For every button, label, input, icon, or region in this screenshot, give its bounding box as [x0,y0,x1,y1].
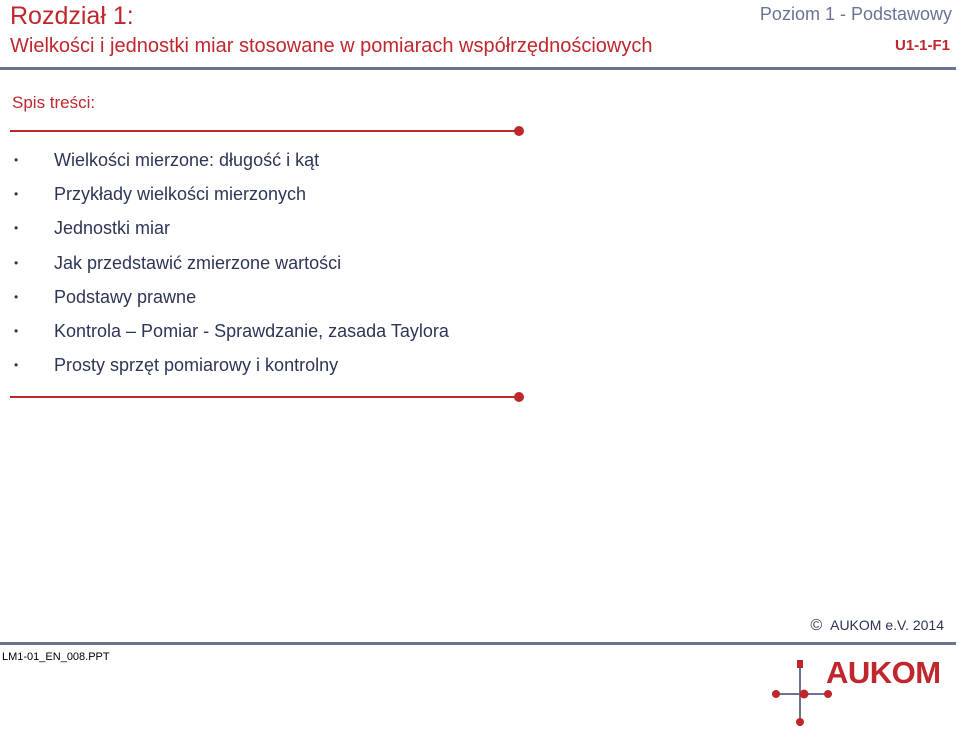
toc-bottom-separator [10,396,518,398]
level-label: Poziom 1 - Podstawowy [759,4,952,24]
toc-item: • Prosty sprzęt pomiarowy i kontrolny [10,348,449,382]
toc-heading: Spis treści: [12,93,96,112]
toc-list [10,143,449,382]
chapter-subtitle: Wielkości i jednostki miar stosowane w pomiarach współrzędnościowych [10,35,653,57]
toc-item: • Wielkości mierzone: długość i kąt [10,143,449,177]
copyright-symbol: © [810,617,823,634]
copyright-notice [810,617,944,635]
toc-item: • Jak przedstawić zmierzone wartości [10,246,449,280]
toc-item: • Kontrola – Pomiar - Sprawdzanie, zasada Taylora [10,314,449,348]
aukom-logo-text: AUKOM [826,655,941,690]
footer-rule [0,642,956,645]
slide-code: U1-1-F1 [894,37,950,54]
copyright-text: AUKOM e.V. 2014 [830,617,944,633]
toc-item: • Jednostki miar [10,211,449,245]
toc-item: • Podstawy prawne [10,280,449,314]
header-rule [0,67,956,70]
chapter-title: Rozdział 1: [10,2,134,30]
footer-filename: LM1-01_EN_008.PPT [2,651,110,663]
toc-item: • Przykłady wielkości mierzonych [10,177,449,211]
toc-top-separator [10,130,518,132]
